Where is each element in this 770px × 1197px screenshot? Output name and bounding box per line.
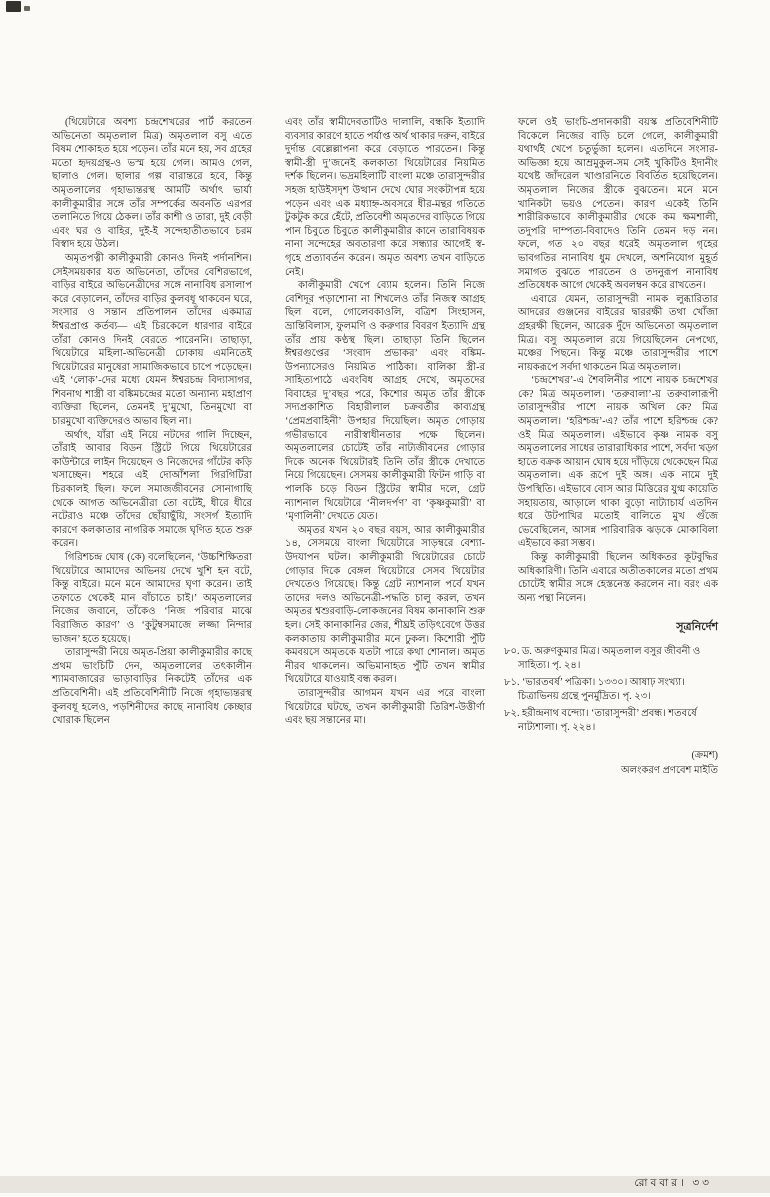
paragraph: অর্থাৎ, যাঁরা এই নিয়ে নটদের গালি দিচ্ছেন, তাঁরাই আবার বিডন স্ট্রিটে গিয়ে থিয়েটারের কাউন্টারে লাইন দিয়েছেন ও নিজেদের গাঁটের কড়ি খসাচ্ছেন। শহরে এই দোআঁশলা গিরগিটিরা চিরকালই ছিল। ফলে সমাজজীবনের সোনাগাছি থেকে আগত অভিনেত্রীরা তো বটেই, ধীরে ধীরে নটেরাও মঞ্চে তাঁদের ছোঁয়াছুঁয়ি, সংসর্গ ইত্যাদি কারণে কলকাতার নাগরিক সমাজে ঘৃণিত হতে শুরু করেন। xyxy=(52,429,252,550)
page-footer-bar xyxy=(0,1176,770,1193)
paragraph: কিন্তু কালীকুমারী ছিলেন অধিকতর কূটবুদ্ধির অধিকারিণী। তিনি এবারে অতীতকালের মতো প্রথম চোটেই স্বামীর সঙ্গে হেস্তনেস্ত করলেন না। বরং এক অন্য পন্থা নিলেন। xyxy=(518,552,718,604)
paragraph: গিরিশচন্দ্র ঘোষ (কে) বলেছিলেন, ‘উচ্চশিক্ষিতরা থিয়েটারে আমাদের অভিনয় দেখে খুশি হন বটে, কিন্তু বাইরে। মনে মনে আমাদের ঘৃণা করেন। তাই তফাতে থেকেই মান বাঁচাতে চাই।’ অমৃতলালের নিজের জবানে, তাঁকেও ‘নিজ পরিবার মাঝে বিরাজিত কারণ’ ও ‘কুটুম্বসমাজে লজ্জা নিন্দার ভাজন’ হতে হয়েছে। xyxy=(52,552,252,645)
paragraph: তারাসুন্দরী নিয়ে অমৃত-প্রিয়া কালীকুমারীর কাছে প্রথম ভাংচিটি দেন, অমৃতলালের তৎকালীন শ্যামবাজারের ভাড়াবাড়ির নিকটেই তাঁদের এক প্রতিবেশিনী। এই প্রতিবেশিনীটি নিজে গৃহাভ্যন্তরস্থ কুলবধূ হলেও, পড়শিনীদের কাছে নানাবিধ কেচ্ছার খোরাক ছিলেন xyxy=(52,647,252,727)
text-column-1 xyxy=(52,116,252,1146)
paragraph: কালীকুমারী খেপে ব্যোম হলেন। তিনি নিজে বেশিদূর পড়াশোনা না শিখলেও তাঁর নিজস্ব আগ্রহ ছিল বলে, গোলেবকাওলি, বত্রিশ সিংহাসন, ভ্রান্তিবিলাস, ফুলমণি ও করুণার বিবরণ ইত্যাদি গ্রন্থ তাঁর প্রায় কণ্ঠস্থ ছিল। তাছাড়া তিনি ছিলেন ঈশ্বরগুপ্তের ‘সংবাদ প্রভাকর’ এবং বঙ্কিম-উপন্যাসেরও নিয়মিত পাঠিকা। বালিকা স্ত্রী-র সাহিত্যপাঠে এবংবিধ আগ্রহ দেখে, অমৃতদের বিবাহের দু’বছর পরে, কিশোর অমৃত তাঁর স্ত্রীকে সদ্যপ্রকাশিত বিহারীলাল চক্রবর্তীর কাব্যগ্রন্থ ‘প্রেমপ্রবাহিনী’ উপহার দিয়েছিল। অমৃত গোড়ায় গভীরভাবে নারীস্বাধীনতার পক্ষে ছিলেন। অমৃতলালের চোটেই তাঁর নাট্যজীবনের গোড়ার দিকে অনেক থিয়েটারই তিনি তাঁর স্ত্রীকে দেখাতে নিয়ে গিয়েছেন। সেসময় কালীকুমারী ফিটন গাড়ি বা পালকি চড়ে বিডন স্ট্রিটের স্বামীর দলে, গ্রেট ন্যাশনাল থিয়েটারে ‘নীলদর্পণ’ বা ‘কৃষ্ণকুমারী’ বা ‘মৃণালিনী’ দেখতে যেত। xyxy=(285,280,485,523)
paragraph: তারাসুন্দরীর আগমন যখন এর পরে বাংলা থিয়েটারে ঘটছে, তখন কালীকুমারী তিরিশ-উত্তীর্ণা এবং ছয় সন্তানের মা। xyxy=(285,687,485,727)
continuation-label: (ক্রমশ) xyxy=(691,749,718,761)
paragraph: অমৃতর যখন ২০ বছর বয়স, আর কালীকুমারীর ১৪, সেসময়ে বাংলা থিয়েটারে সাড়ম্বরে বেশ্যা-উদযাপন ঘটল। কালীকুমারী থিয়েটারের চোটে গোড়ার দিকে বেঙ্গল থিয়েটারে সেসব থিয়েটার দেখতেও গিয়েছে। কিন্তু গ্রেট ন্যাশনাল পর্বে যখন তাদের দলও অভিনেত্রী-পদ্ধতি চালু করল, তখন অমৃতর শ্বশুরবাড়ি-লোকজনের বিষম কানাকানি শুরু হল। সেই কানাকানির জের, শীঘ্রই তড়িৎবেগে উত্তর কলকাতায় কালীকুমারীর মনে ঢুকল। কিশোরী পুঁটি কমবয়সে অমৃতকে যতটা পারে কথা শোনাল। অমৃত নীরব থাকলেন। অভিমানাহত পুঁটি তখন স্বামীর থিয়েটারে যাওয়াই বন্ধ করল। xyxy=(285,524,485,686)
reference-item: ৮১. ‘ভারতবর্ষ’ পত্রিকা। ১৩৩০। আষাঢ় সংখ্যা। চিত্রাভিনয় গ্রন্থে পুনর্মুদ্রিত। পৃ. ২৩। xyxy=(504,677,685,702)
paragraph: অমৃতপত্নী কালীকুমারী কোনও দিনই পর্দানশিন। সেইসময়কার যত অভিনেতা, তাঁদের বেশিরভাগে, বাড়ির বাইরে অভিনেত্রীদের সঙ্গে নানাবিধ রসালাপ করে বেড়ালেন, তাঁদের বাড়ির কুলবধূ থাকবেন ঘরে, সংসার ও সন্তান প্রতিপালন তাঁদের একমাত্র ঈশ্বরপ্রাপ্ত কর্তব্য— এই চিরকেলে ধারণার বাইরে তাঁরা কোনও দিনই বেরতে পারেননি। তাছাড়া, থিয়েটারে মহিলা-অভিনেত্রী ঢোকায় এমনিতেই থিয়েটারের মানুষেরা সামাজিকভাবে চাপে পড়েছেন। এই ‘লোক’-দের মধ্যে যেমন ঈশ্বরচন্দ্র বিদ্যাসাগর, শিবনাথ শাস্ত্রী বা বঙ্কিমচন্দ্রের মতো অন্যান্য মহাপ্রাণ ব্যক্তিরা ছিলেন, তেমনই দু’মুখো, তিনমুখো বা চারমুখো ব্যক্তিদেরও অভাব ছিল না। xyxy=(52,252,252,428)
text-column-3 xyxy=(504,116,718,1146)
scan-artifact-dot xyxy=(24,6,30,11)
paragraph: ‘চন্দ্রশেখর’-এ শৈবলিনীর পাশে নায়ক চন্দ্রশেখর কে? মিত্র অমৃতলাল। ‘তরুবালা’-য় তরুবালারূপী তারাসুন্দরীর পাশে নায়ক অখিল কে? মিত্র অমৃতলাল। ‘হরিশ্চন্দ্র’-এ? তাঁর পাশে হরিশ্চন্দ্র কে? ওই মিত্র অমৃতলাল। এইভাবে কৃষ্ণ নামক বসু অমৃতলালের সাধের তারারাধিকার পাশে, সর্বদা খড়্গ হাতে বক্রক আয়ান ঘোষ হয়ে দাঁড়িয়ে থেকেছেন মিত্র অমৃতলাল। এক রূপে দুই অঙ্গ। এক নামে দুই উপস্থিতি। এইভাবে বোস আর মিত্তিরের যুগ্ম কায়েতি সহায়তায়, আড়ালে থাকা বুড়ো নাট্যাচার্য এতদিন ধরে উটপাখির মতোই বালিতে মুখ গুঁজে ভেবেছিলেন, আসন্ন পারিবারিক ঝড়কে মোকাবিলা এইভাবে করা সম্ভব। xyxy=(518,375,718,550)
reference-item: ৮২. হরীন্দ্রনাথ বন্দ্যো। ‘তারাসুন্দরী’ প্রবন্ধ। শতবর্ষে নাট্যশালা। পৃ. ২২৪। xyxy=(504,708,697,733)
references-heading: সূত্রনির্দেশ xyxy=(676,621,718,634)
footer-page-label: রোববার। ৩৩ xyxy=(634,1178,712,1189)
scan-artifact-mark xyxy=(6,1,21,12)
paragraph: (থিয়েটারে অবশ্য চন্দ্রশেখরের পার্ট করতেন অভিনেতা অমৃতলাল মিত্র) অমৃতলাল বসু এতে বিষম শোকাহত হয়ে পড়েন। তাঁর মনে হয়, সব গ্রহের মতো হৃদয়গ্রন্থ-ও ভস্ম হয়ে গেল। আমও গেল, ছালাও গেল। ছালার গল্প বারান্তরে হবে, কিন্তু অমৃতলালের গৃহাভ্যন্তরস্থ আমটি অর্থাৎ ভার্যা কালীকুমারীর সঙ্গে তাঁর সম্পর্কের অবনতি এরপর তলানিতে গিয়ে ঠেকল। তাঁর কাশী ও তারা, দুই বেড়ী এবং ঘর ও বাহির, দুই-ই সন্দেহাতীতভাবে চরম বিস্বাদ হয়ে উঠল। xyxy=(52,117,252,251)
paragraph-continuation: ফলে ওই ভাংচি-প্রদানকারী বয়স্ক প্রতিবেশিনীটি বিকেলে নিজের বাড়ি চলে গেলে, কালীকুমারী যথার্থই খেপে চতুর্ভুজা হলেন। এতদিনে সংসার-অভিজ্ঞা হয়ে আম্রমুকুল-সম সেই খুকিটিও ইদানীং যথেষ্ট জাঁদরেল খাণ্ডারনিতে বিবর্তিত হয়েছিলেন। অমৃতলাল নিজের স্ত্রীকে বুঝতেন। মনে মনে খানিকটা ভয়ও পেতেন। কারণ একেই তিনি শারীরিকভাবে কালীকুমারীর থেকে কম ক্ষমশালী, তদুপরি দাম্পত্য-বিবাদেও তিনি তেমন দড় নন। ফলে, গত ২০ বছর ধরেই অমৃতলাল গৃহের ভাবগতির নানাবিধ ধুম দেখলে, অশনিযোগ মুহূর্ত সমাগত বুঝতে পারতেন ও তদনুরূপ নানাবিধ প্রতিষেধক আগে থেকেই অবলম্বন করে রাখতেন। xyxy=(518,117,718,292)
article-body xyxy=(52,116,718,1146)
reference-item: ৮০. ড. অরুণকুমার মিত্র। অমৃতলাল বসুর জীবনী ও সাহিত্য। পৃ. ২৪। xyxy=(504,645,701,671)
text-column-2 xyxy=(285,116,485,1146)
paragraph: এবারে যেমন, তারাসুন্দরী নামক লুব্ধারিতার আদরের গুঞ্জনের বাইরের দ্বাররক্ষী তথা খোঁজা গ্রহরক্ষী ছিলেন, আরেক দুঁদে অভিনেতা অমৃতলাল মিত্র। বসু অমৃতলাল রয়ে গিয়েছিলেন নেপথ্যে, মঞ্চের পিছনে। কিন্তু মঞ্চে তারাসুন্দরীর পাশে নায়করূপে সর্বদা থাকতেন মিত্র অমৃতলাল। xyxy=(518,293,718,373)
illustration-credit: অলংকরণ প্রণবেশ মাইতি xyxy=(621,765,718,777)
paragraph-continuation: এবং তাঁর স্বামীদেবতাটিও দালালি, বন্ধকি ইত্যাদি ব্যবসার কারণে হাতে পর্যাপ্ত অর্থ থাকার দরুন, বাইরে দুর্দান্ত বেল্লেল্লাপনা করে বেড়াতে পারতেন। কিন্তু স্বামী-স্ত্রী দু’জনেই কলকাতা থিয়েটারের নিয়মিত দর্শক ছিলেন। ভদ্রমহিলাটি বাংলা মঞ্চে তারাসুন্দরীর সহজ হাউইসদৃশ উত্থান দেখে ঘোর সংকটাপন্ন হয়ে পড়েন এবং এক মধ্যাহ্ন-অবসরে ধীর-মন্থর গতিতে টুকটুক করে হেঁটে, প্রতিবেশী অমৃতদের বাড়িতে গিয়ে পান চিবুতে চিবুতে কালীকুমারীর কানে তারাবিষয়ক নানা সন্দেহের অবতারণা করে সন্ধ্যার আগেই স্ব-গৃহে প্রত্যাবর্তন করেন। অমৃত অবশ্য তখন বাড়িতে নেই। xyxy=(285,117,485,278)
